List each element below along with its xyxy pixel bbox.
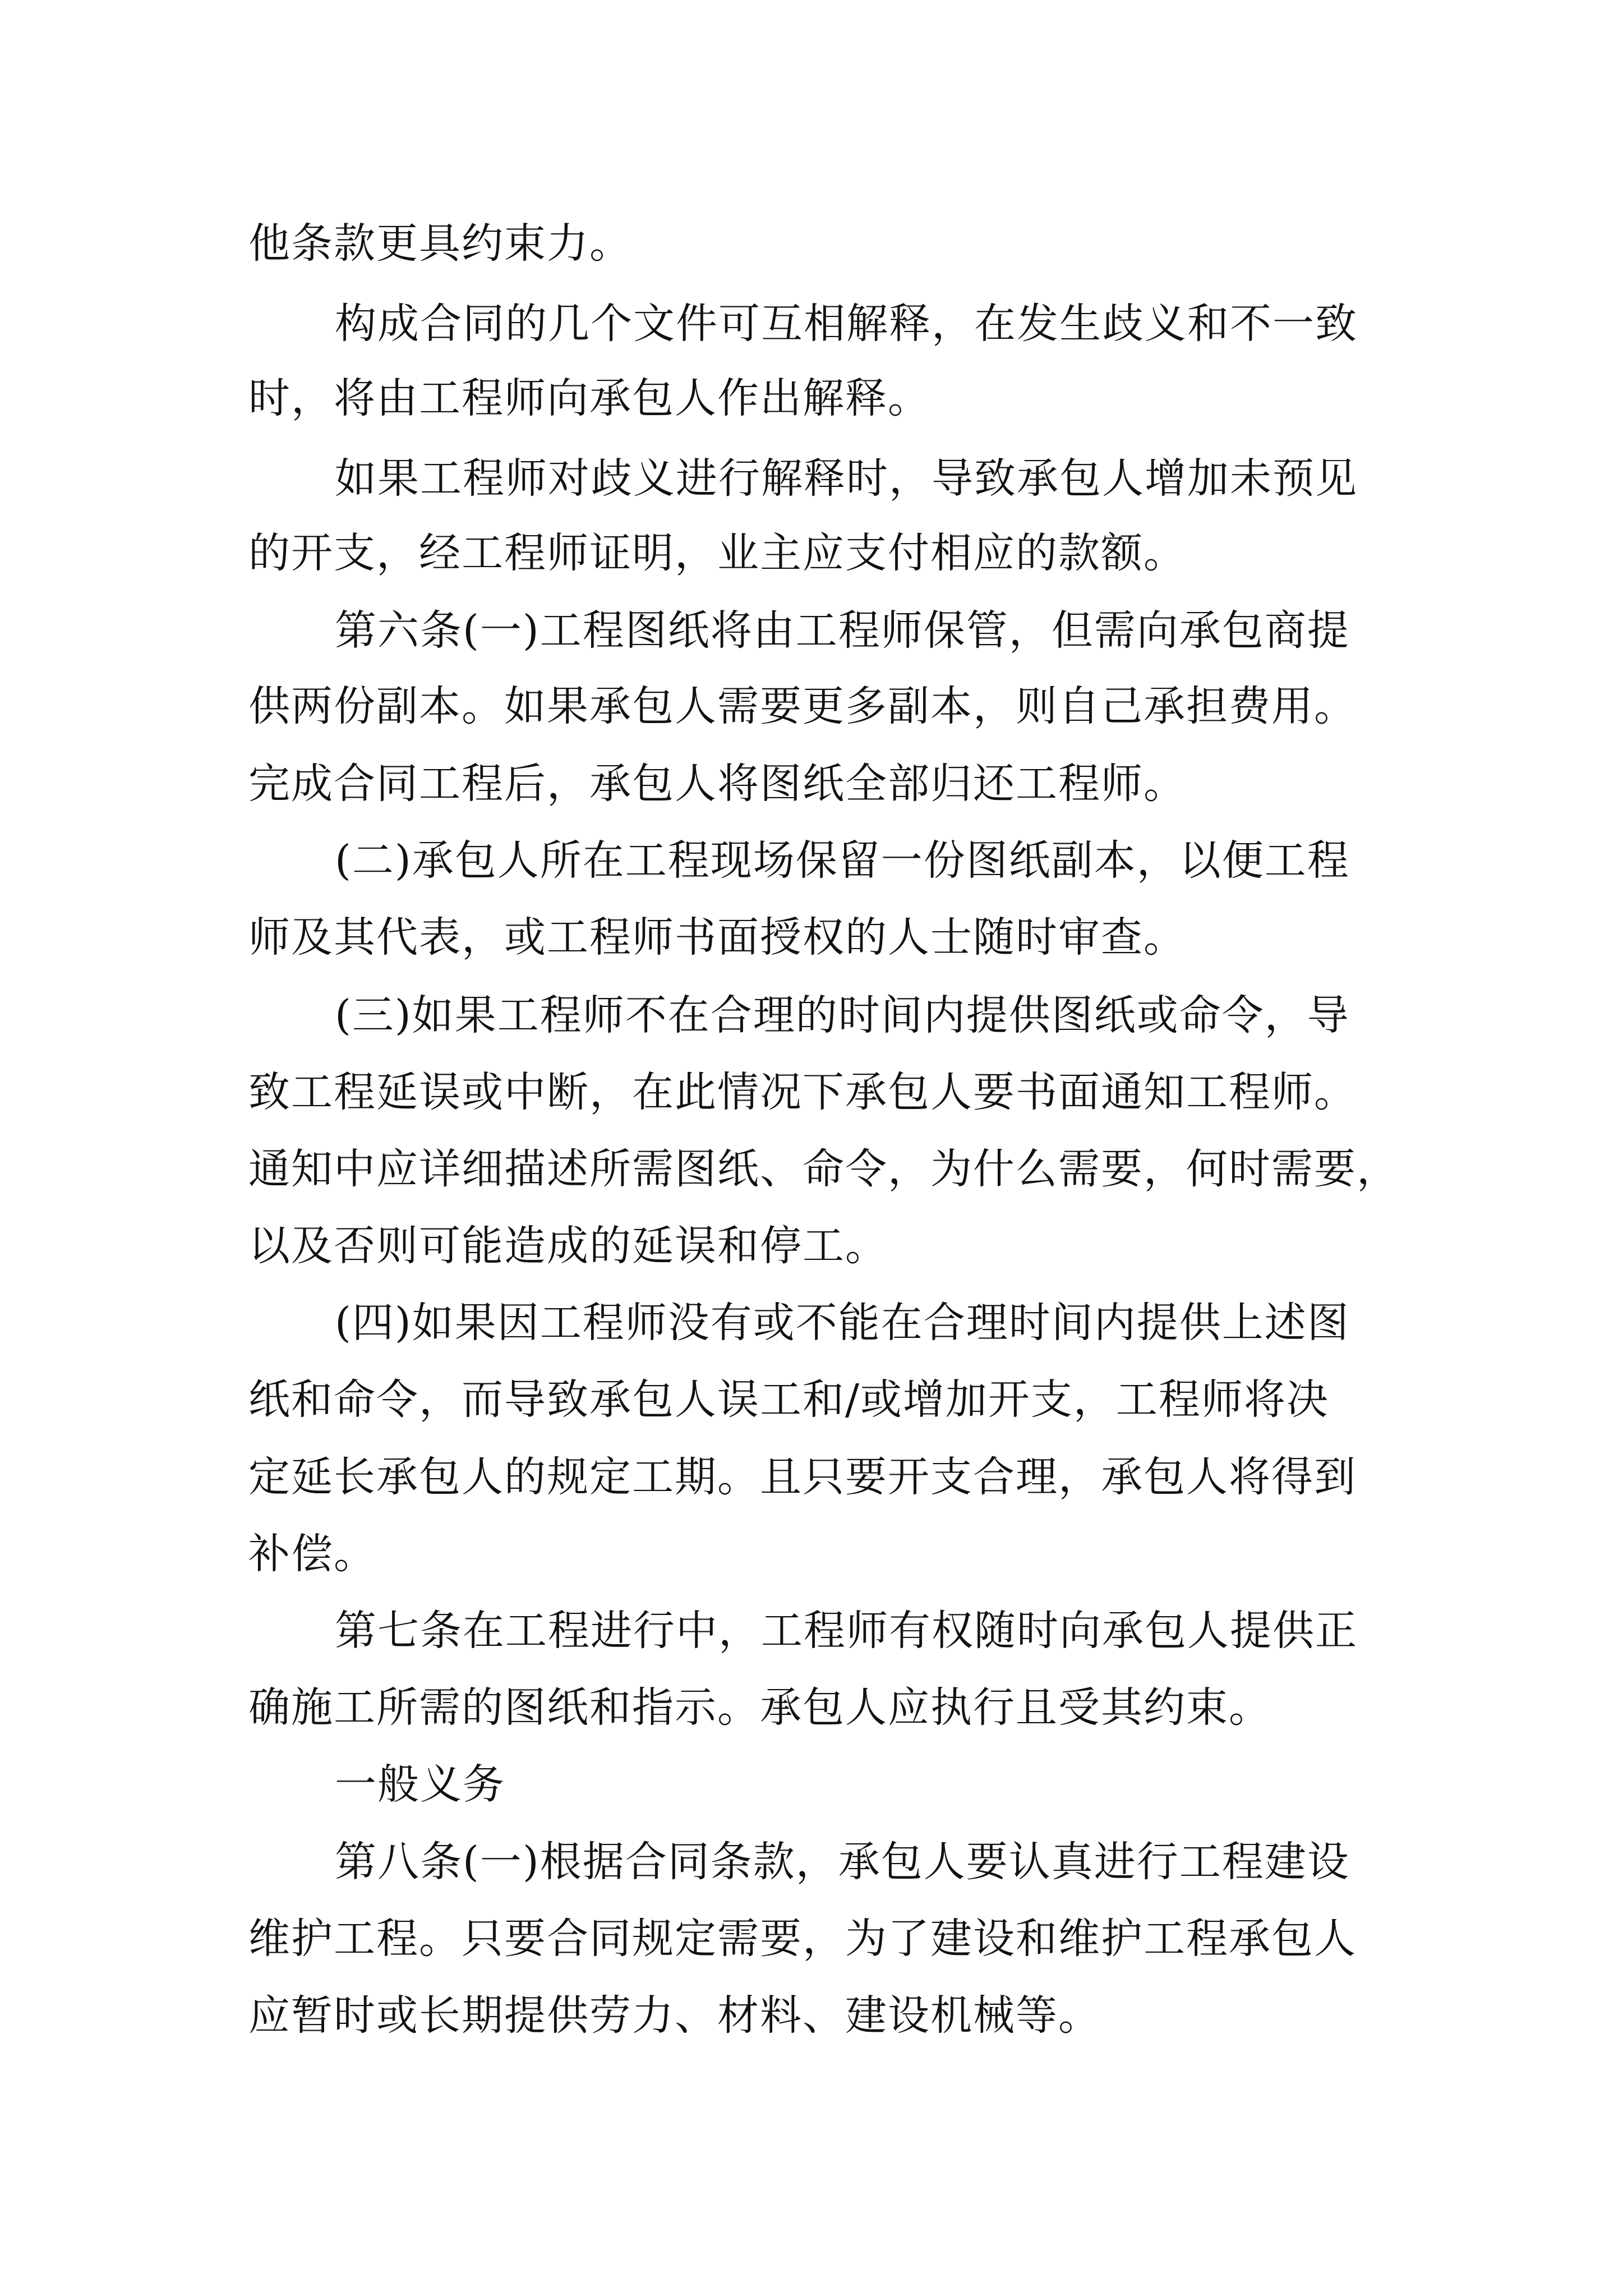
text-line: 供两份副本。如果承包人需要更多副本，则自己承担费用。 — [248, 682, 1357, 730]
text-line: 通知中应详细描述所需图纸、命令，为什么需要，何时需要， — [248, 1145, 1399, 1193]
text-line: 第七条在工程进行中，工程师有权随时向承包人提供正 — [335, 1607, 1358, 1655]
text-line: 时，将由工程师向承包人作出解释。 — [248, 374, 930, 422]
text-line: 完成合同工程后，承包人将图纸全部归还工程师。 — [248, 760, 1186, 808]
text-line: 应暂时或长期提供劳力、材料、建设机械等。 — [248, 1991, 1101, 2040]
text-line: 维护工程。只要合同规定需要，为了建设和维护工程承包人 — [248, 1915, 1357, 1963]
text-line: 师及其代表，或工程师书面授权的人士随时审查。 — [248, 913, 1186, 961]
text-line: (二)承包人所在工程现场保留一份图纸副本，以便工程 — [335, 836, 1350, 885]
text-line: (三)如果工程师不在合理的时间内提供图纸或命令，导 — [335, 991, 1350, 1039]
text-line: 第八条(一)根据合同条款，承包人要认真进行工程建设 — [335, 1838, 1350, 1886]
text-line: 补偿。 — [248, 1530, 376, 1578]
text-line: 致工程延误或中断，在此情况下承包人要书面通知工程师。 — [248, 1068, 1357, 1116]
section-heading: 一般义务 — [335, 1760, 505, 1809]
text-line: 的开支，经工程师证明，业主应支付相应的款额。 — [248, 529, 1186, 577]
text-line: 纸和命令，而导致承包人误工和/或增加开支，工程师将决 — [248, 1375, 1329, 1424]
text-line: 第六条(一)工程图纸将由工程师保管，但需向承包商提 — [335, 606, 1350, 655]
text-line: 他条款更具约束力。 — [248, 219, 632, 268]
text-line: 定延长承包人的规定工期。且只要开支合理，承包人将得到 — [248, 1453, 1357, 1501]
text-line: 构成合同的几个文件可互相解释，在发生歧义和不一致 — [335, 300, 1358, 348]
text-line: 确施工所需的图纸和指示。承包人应执行且受其约束。 — [248, 1683, 1271, 1732]
text-line: (四)如果因工程师没有或不能在合理时间内提供上述图 — [335, 1299, 1350, 1347]
text-line: 如果工程师对歧义进行解释时，导致承包人增加未预见 — [335, 454, 1358, 503]
text-line: 以及否则可能造成的延误和停工。 — [248, 1222, 888, 1270]
